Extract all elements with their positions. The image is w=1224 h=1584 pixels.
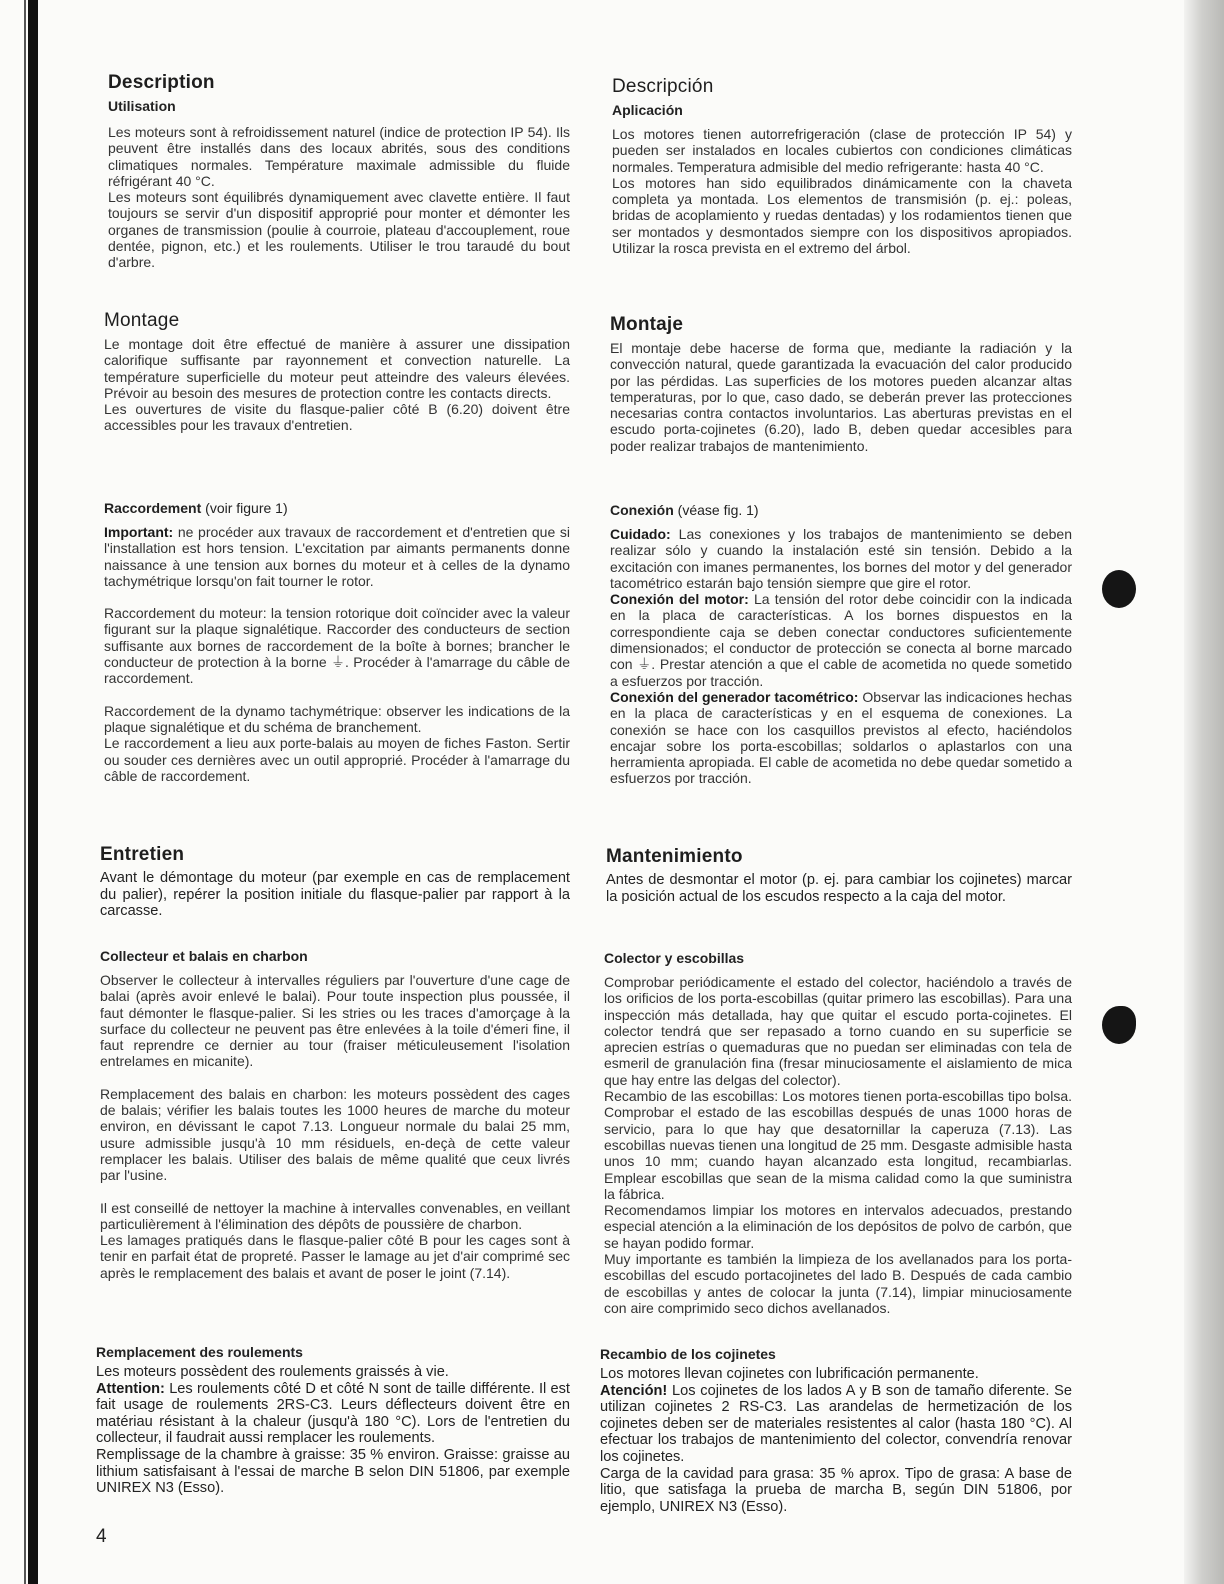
descripcion-paragraph-1: Los motores tienen autorrefrigeración (clase de protección IP 54) y pueden ser instalados en locales cubiertos con condiciones climáticas normales. Temperatura admisible del medio refrigerante: hasta 40 °C. <box>612 126 1072 175</box>
page-number: 4 <box>96 1526 107 1547</box>
conexion-paragraph-2 <box>610 591 1072 689</box>
colector-title: Colector y escobillas <box>604 950 745 966</box>
raccordement-paragraph-4: Le raccordement a lieu aux porte-balais au moyen de fiches Faston. Sertir ou souder ces dernières avec un outil approprié. Procéder à l'amarrage du câble de raccordement. <box>104 735 570 784</box>
entretien-paragraph-1: Avant le démontage du moteur (par exemple en cas de remplacement du palier), repérer la position initiale du flasque-palier par rapport à la carcasse. <box>100 870 570 920</box>
conexion-motor-text: La tensión del rotor debe coincidir con la indicada en la placa de características. A los bornes dispuestos en la correspondiente caja se deben conectar conductores suficientemente dimensionados; el conductor de protección se conecta al borne marcado con ⏚. Prestar atención a que el cable de acometida no quede sometido a esfuerzos por tracción. <box>610 591 1072 689</box>
important-label: Important: <box>104 524 174 540</box>
descripcion-title: Descripción <box>612 76 714 97</box>
roulements-paragraph-2 <box>96 1381 570 1447</box>
attention-text: Les roulements côté D et côté N sont de taille différente. Il est fait usage de roulements 2RS-C3. Leurs déflecteurs doivent être en matériau résistant à la chaleur (jusqu'à 180 °C). Lors de l'entretien du collecteur, il faudrait aussi remplacer les roulements. <box>96 1380 570 1447</box>
punch-hole-top <box>1102 570 1136 608</box>
mantenimiento-title: Mantenimiento <box>606 846 743 867</box>
montage-title: Montage <box>104 310 180 331</box>
conexion-title-note: (véase fig. 1) <box>673 502 759 518</box>
collecteur-title: Collecteur et balais en charbon <box>100 948 308 964</box>
utilisation-subtitle: Utilisation <box>108 98 176 114</box>
attention-label: Attention: <box>96 1380 165 1397</box>
raccordement-section <box>104 500 570 784</box>
conexion-section <box>610 502 1072 787</box>
mantenimiento-section <box>606 846 1072 905</box>
conexion-paragraph-1 <box>610 526 1072 591</box>
collecteur-paragraph-1: Observer le collecteur à intervalles réguliers par l'ouverture d'une cage de balai (après avoir enlevé le balai). Pour toute inspection plus poussée, il faut démonter le flasque-palier. Si les stries ou les traces d'amorçage à la surface du collecteur ne peuvent pas être enlevées à la toile d'émeri fine, il faut reprendre ce dernier au tour (fraiser méticuleusement l'isolation entrelames en micanite). <box>100 972 570 1070</box>
binding-edge-thin <box>24 0 26 1584</box>
raccordement-paragraph-2: Raccordement du moteur: la tension rotorique doit coïncider avec la valeur figurant sur la plaque signalétique. Raccorder des conducteurs de section suffisante aux bornes de raccordement de la boîte à bornes; brancher le conducteur de protection à la borne ⏚. Procéder à l'amarrage du câble de raccordement. <box>104 605 570 687</box>
conexion-tacometrico-label: Conexión del generador tacométrico: <box>610 688 859 705</box>
binding-edge <box>28 0 38 1584</box>
montage-section <box>104 310 570 434</box>
roulements-title: Remplacement des roulements <box>96 1344 303 1360</box>
colector-paragraph-3: Recomendamos limpiar los motores en intervalos adecuados, prestando especial atención a la eliminación de los depósitos de polvo de carbón, que se hayan podido formar. <box>604 1202 1072 1251</box>
important-text: ne procéder aux travaux de raccordement et d'entretien que si l'installation est hors tension. L'excitation par aimants permanents donne naissance à une tension aux bornes du moteur et à celles de la dynamo tachymétrique lorsqu'on fait tourner le rotor. <box>104 524 570 589</box>
cojinetes-paragraph-2 <box>600 1383 1072 1466</box>
cojinetes-title: Recambio de los cojinetes <box>600 1346 776 1362</box>
aplicacion-subtitle: Aplicación <box>612 102 683 118</box>
raccordement-paragraph-3: Raccordement de la dynamo tachymétrique: observer les indications de la plaque signalétique et du schéma de branchement. <box>104 702 570 735</box>
scan-shadow-edge <box>1184 0 1224 1584</box>
raccordement-paragraph-1 <box>104 524 570 589</box>
collecteur-paragraph-2: Remplacement des balais en charbon: les moteurs possèdent des cages de balais; vérifier les balais toutes les 1000 heures de marche du moteur environ, en dévissant le capot 7.13. Longueur normale du balai 25 mm, usure admissible jusqu'à 10 mm résiduels, en-deçà de cette valeur remplacer les balais. Utiliser des balais de même qualité que ceux livrés par l'usine. <box>100 1085 570 1184</box>
roulements-paragraph-3: Remplissage de la chambre à graisse: 35 % environ. Graisse: graisse au lithium satisfaisant à l'essai de marche B selon DIN 51806, par exemple UNIREX N3 (Esso). <box>96 1446 570 1497</box>
atencion-text: Los cojinetes de los lados A y B son de tamaño diferente. Se utilizan cojinetes 2 RS-C3. Las arandelas de hermetización de los cojinetes deben ser de materiales resistentes al calor (hasta 180 °C). Al efectuar los trabajos de mantenimiento del colector, convendría renovar los cojinetes. <box>600 1382 1072 1465</box>
montage-paragraph-2: Les ouvertures de visite du flasque-palier côté B (6.20) doivent être accessibles pour les travaux d'entretien. <box>104 401 570 434</box>
descripcion-paragraph-2: Los motores han sido equilibrados dinámicamente con la chaveta completa ya montada. Los elementos de transmisión (p. ej.: poleas, bridas de acoplamiento y ruedas dentadas) y los rodamientos tienen que ser montados y desmontados siempre con los dispositivos apropiados. Utilizar la rosca prevista en el extremo del árbol. <box>612 174 1072 257</box>
punch-hole-bottom <box>1102 1006 1136 1044</box>
colector-paragraph-1: Comprobar periódicamente el estado del colector, haciéndolo a través de los orificios de los porta-escobillas (quitar primero las escobillas). Para una inspección más detallada, hay que quitar el escudo porta-cojinetes. El colector tendrá que ser repasado a torno cuando en su superficie se aprecien estrías o quemaduras que no puedan ser eliminadas con tela de esmeril de granulación fina (fresar minuciosamente el aislamiento de mica que hay entre las delgas del colector). <box>604 974 1072 1088</box>
roulements-paragraph-1: Les moteurs possèdent des roulements graissés à vie. <box>96 1364 449 1380</box>
collecteur-section <box>100 948 570 1281</box>
montage-paragraph-1: Le montage doit être effectué de manière à assurer une dissipation calorifique suffisante par rayonnement et convection naturelle. La température superficielle du moteur peut atteindre des valeurs élevées. Prévoir au besoin des mesures de protection contre les contacts directs. <box>104 336 570 401</box>
entretien-title: Entretien <box>100 844 185 865</box>
description-paragraph-2: Les moteurs sont équilibrés dynamiquement avec clavette entière. Il faut toujours se servir d'un dispositif approprié pour monter et démonter les organes de transmission (poulie à courroie, plateau d'accouplement, roue dentée, pignon, etc.) et les roulements. Utiliser le trou taraudé du bout d'arbre. <box>108 189 570 271</box>
montaje-section <box>610 314 1072 454</box>
montaje-paragraph-1: El montaje debe hacerse de forma que, mediante la radiación y la convección natural, quede garantizada la evacuación del calor producido por las pérdidas. Las superficies de los motores pueden alcanzar altas temperaturas, por lo que, caso dado, se deberán prever las protecciones necesarias contra contactos involuntarios. Las aberturas previstas en el escudo porta-cojinetes (6.20), lado B, deben quedar accesibles para poder realizar trabajos de mantenimiento. <box>610 340 1072 454</box>
cojinetes-paragraph-1: Los motores llevan cojinetes con lubrificación permanente. <box>600 1366 979 1382</box>
roulements-section <box>96 1344 570 1497</box>
description-paragraph-1: Les moteurs sont à refroidissement naturel (indice de protection IP 54). Ils peuvent être installés dans des locaux abrités, sous des conditions climatiques normales. Température maximale admissible du fluide réfrigérant 40 °C. <box>108 124 570 189</box>
raccordement-title-text: Raccordement <box>104 500 202 516</box>
colector-paragraph-2: Recambio de las escobillas: Los motores tienen porta-escobillas tipo bolsa. Comprobar el estado de las escobillas después de unas 1000 horas de servicio, para lo que hay que desatornillar la caperuza (7.13). Las escobillas nuevas tienen una longitud de 25 mm. Desgaste admisible hasta unos 10 mm; cuando hayan alcanzado esta longitud, recambiarlas. Emplear escobillas que sean de la misma calidad como la que suministra la fábrica. <box>604 1088 1072 1202</box>
conexion-paragraph-3 <box>610 689 1072 787</box>
colector-section <box>604 950 1072 1316</box>
cojinetes-section <box>600 1346 1072 1515</box>
description-section <box>108 72 570 271</box>
cuidado-label: Cuidado: <box>610 526 671 542</box>
raccordement-title-note: (voir figure 1) <box>201 500 288 516</box>
colector-paragraph-4: Muy importante es también la limpieza de los avellanados para los porta-escobillas del escudo portacojinetes del lado B. Después de cada cambio de escobillas y antes de colocar la junta (7.14), limpiar minuciosamente con aire comprimido seco dichos avellanados. <box>604 1251 1072 1316</box>
conexion-title <box>610 502 1072 518</box>
descripcion-section <box>612 76 1072 256</box>
cuidado-text: Las conexiones y los trabajos de mantenimiento se deben realizar sólo y cuando la instalación esté sin tensión. Debido a la excitación con imanes permanentes, los bornes del motor y del generador tacométrico estarán bajo tensión siempre que gire el rotor. <box>610 526 1072 591</box>
conexion-motor-label: Conexión del motor: <box>610 591 749 608</box>
description-title: Description <box>108 72 215 93</box>
montaje-title: Montaje <box>610 314 684 335</box>
conexion-tacometrico-text: Observar las indicaciones hechas en la placa de características y en el esquema de conexiones. La conexión se hace con los casquillos previstos al efecto, haciéndolos encajar sobre los porta-escobillas; soldarlos o aplastarlos con una herramienta apropiada. El cable de acometida no debe quedar sometido a esfuerzos por tracción. <box>610 688 1072 787</box>
raccordement-title <box>104 500 570 516</box>
conexion-title-text: Conexión <box>610 502 674 518</box>
collecteur-paragraph-3: Il est conseillé de nettoyer la machine à intervalles convenables, en veillant particulièrement à l'élimination des dépôts de poussière de charbon. <box>100 1199 570 1232</box>
cojinetes-paragraph-3: Carga de la cavidad para grasa: 35 % aprox. Tipo de grasa: A base de litio, que satisfaga la prueba de marcha B, según DIN 51806, por ejemplo, UNIREX N3 (Esso). <box>600 1465 1072 1515</box>
atencion-label: Atención! <box>600 1382 668 1399</box>
mantenimiento-paragraph-1: Antes de desmontar el motor (p. ej. para cambiar los cojinetes) marcar la posición actual de los escudos respecto a la caja del motor. <box>606 872 1072 905</box>
entretien-section <box>100 844 570 920</box>
collecteur-paragraph-4: Les lamages pratiqués dans le flasque-palier côté B pour les cages sont à tenir en parfait état de propreté. Passer le lamage au jet d'air comprimé sec après le remplacement des balais et avant de poser le joint (7.14). <box>100 1232 570 1281</box>
